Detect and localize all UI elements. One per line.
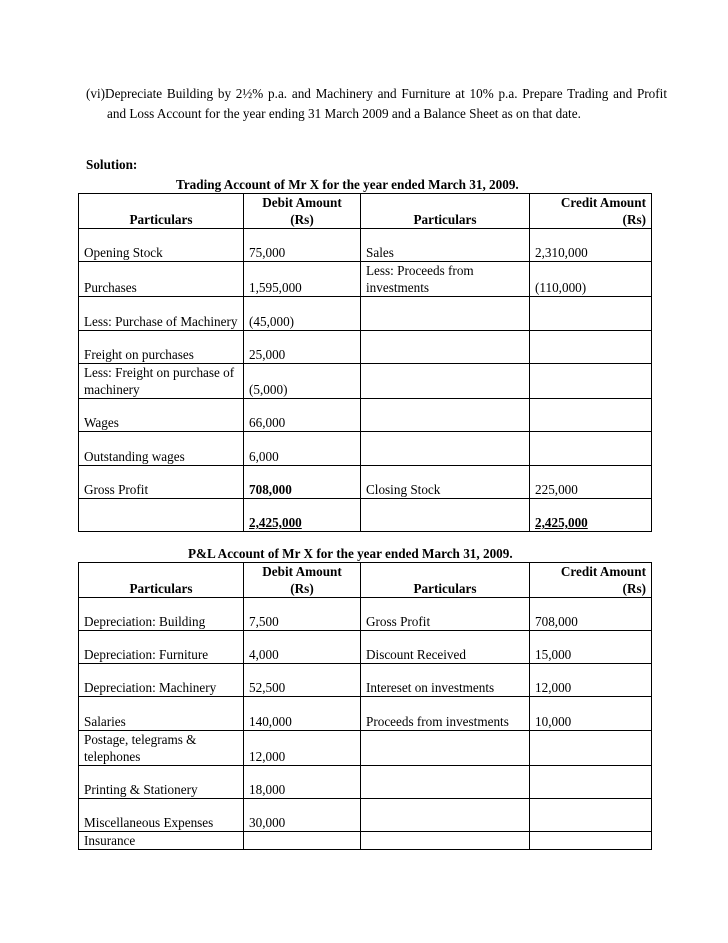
table-row xyxy=(79,598,652,631)
row-particular xyxy=(361,399,530,432)
row-debit-amount: 30,000 xyxy=(244,799,361,832)
row-particular: Depreciation: Building xyxy=(79,598,244,631)
row-debit-amount: 140,000 xyxy=(244,697,361,731)
header-credit-amount xyxy=(530,194,652,229)
row-credit-amount: 2,310,000 xyxy=(530,229,652,262)
row-credit-amount xyxy=(530,399,652,432)
row-particular xyxy=(361,331,530,364)
row-credit-amount xyxy=(530,799,652,832)
row-debit-amount: 1,595,000 xyxy=(244,262,361,297)
row-particular: Miscellaneous Expenses xyxy=(79,799,244,832)
row-particular: Insurance xyxy=(79,832,244,850)
debit-total-cell xyxy=(244,499,361,532)
row-debit-amount: (45,000) xyxy=(244,297,361,331)
row-particular: Salaries xyxy=(79,697,244,731)
row-debit-amount: 66,000 xyxy=(244,399,361,432)
header-debit-unit: (Rs) xyxy=(290,212,314,227)
row-particular: Intereset on investments xyxy=(361,664,530,697)
row-credit-amount xyxy=(530,432,652,466)
table-row xyxy=(79,466,652,499)
row-debit-amount: 7,500 xyxy=(244,598,361,631)
table-row xyxy=(79,697,652,731)
table-row xyxy=(79,799,652,832)
row-particular: Less: Freight on purchase of machinery xyxy=(79,364,244,399)
header-credit-unit: (Rs) xyxy=(622,581,646,596)
row-credit-amount: (110,000) xyxy=(530,262,652,297)
table-row xyxy=(79,664,652,697)
row-credit-amount: 15,000 xyxy=(530,631,652,664)
table-row xyxy=(79,432,652,466)
trading-account-title: Trading Account of Mr X for the year ended March 31, 2009. xyxy=(176,177,519,192)
row-particular: Less: Purchase of Machinery xyxy=(79,297,244,331)
header-credit-amount xyxy=(530,563,652,598)
row-particular: Closing Stock xyxy=(361,466,530,499)
row-debit-amount: 12,000 xyxy=(244,731,361,766)
gross-profit-amount: 708,000 xyxy=(244,466,361,499)
row-particular: Printing & Stationery xyxy=(79,766,244,799)
row-particular: Postage, telegrams & telephones xyxy=(79,731,244,766)
row-particular xyxy=(361,364,530,399)
row-particular: Depreciation: Machinery xyxy=(79,664,244,697)
row-particular: Less: Proceeds from investments xyxy=(361,262,530,297)
table-header-row xyxy=(79,194,652,229)
header-debit-label: Debit Amount xyxy=(262,564,342,579)
row-particular xyxy=(361,432,530,466)
header-debit-amount xyxy=(244,563,361,598)
header-credit-unit: (Rs) xyxy=(622,212,646,227)
row-debit-amount: 25,000 xyxy=(244,331,361,364)
table-row xyxy=(79,364,652,399)
row-debit-amount: 52,500 xyxy=(244,664,361,697)
trading-account-table xyxy=(78,193,652,532)
row-credit-amount xyxy=(530,331,652,364)
row-particular: Depreciation: Furniture xyxy=(79,631,244,664)
table-row xyxy=(79,262,652,297)
table-row xyxy=(79,731,652,766)
row-credit-amount: 12,000 xyxy=(530,664,652,697)
row-particular: Gross Profit xyxy=(79,466,244,499)
table-row xyxy=(79,399,652,432)
table-row xyxy=(79,297,652,331)
row-credit-amount: 225,000 xyxy=(530,466,652,499)
row-particular xyxy=(361,766,530,799)
credit-total-cell xyxy=(530,499,652,532)
pl-account-title: P&L Account of Mr X for the year ended March 31, 2009. xyxy=(188,546,513,561)
header-particulars-debit: Particulars xyxy=(79,563,244,598)
row-credit-amount xyxy=(530,364,652,399)
row-particular xyxy=(361,799,530,832)
row-debit-amount: (5,000) xyxy=(244,364,361,399)
row-particular xyxy=(361,297,530,331)
row-particular: Purchases xyxy=(79,262,244,297)
table-row xyxy=(79,331,652,364)
row-debit-amount: 75,000 xyxy=(244,229,361,262)
row-particular: Discount Received xyxy=(361,631,530,664)
row-debit-amount: 6,000 xyxy=(244,432,361,466)
table-row xyxy=(79,631,652,664)
question-text: (vi)Depreciate Building by 2½% p.a. and Machinery and Furniture at 10% p.a. Prepare Trading and Profit and Loss Account for the year ending 31 March 2009 and a Balance Sheet as on that date. xyxy=(86,86,667,121)
header-credit-label: Credit Amount xyxy=(560,195,646,210)
table-total-row xyxy=(79,499,652,532)
table-row xyxy=(79,832,652,850)
header-particulars-credit: Particulars xyxy=(361,563,530,598)
credit-total: 2,425,000 xyxy=(535,515,588,530)
row-particular xyxy=(361,731,530,766)
row-credit-amount xyxy=(530,297,652,331)
row-particular xyxy=(361,832,530,850)
table-row xyxy=(79,229,652,262)
row-particular: Opening Stock xyxy=(79,229,244,262)
row-credit-amount xyxy=(530,731,652,766)
row-debit-amount: 4,000 xyxy=(244,631,361,664)
header-debit-unit: (Rs) xyxy=(290,581,314,596)
header-debit-amount xyxy=(244,194,361,229)
row-credit-amount xyxy=(530,832,652,850)
solution-label: Solution: xyxy=(86,157,138,172)
row-debit-amount: 18,000 xyxy=(244,766,361,799)
row-particular xyxy=(361,499,530,532)
row-particular: Gross Profit xyxy=(361,598,530,631)
row-particular: Proceeds from investments xyxy=(361,697,530,731)
row-debit-amount xyxy=(244,832,361,850)
row-credit-amount: 708,000 xyxy=(530,598,652,631)
row-credit-amount xyxy=(530,766,652,799)
table-header-row xyxy=(79,563,652,598)
header-particulars-debit: Particulars xyxy=(79,194,244,229)
row-particular: Outstanding wages xyxy=(79,432,244,466)
row-particular: Wages xyxy=(79,399,244,432)
header-debit-label: Debit Amount xyxy=(262,195,342,210)
table-row xyxy=(79,766,652,799)
row-credit-amount: 10,000 xyxy=(530,697,652,731)
row-particular: Sales xyxy=(361,229,530,262)
pl-account-table xyxy=(78,562,652,850)
debit-total: 2,425,000 xyxy=(249,515,302,530)
row-particular xyxy=(79,499,244,532)
row-particular: Freight on purchases xyxy=(79,331,244,364)
header-credit-label: Credit Amount xyxy=(560,564,646,579)
header-particulars-credit: Particulars xyxy=(361,194,530,229)
